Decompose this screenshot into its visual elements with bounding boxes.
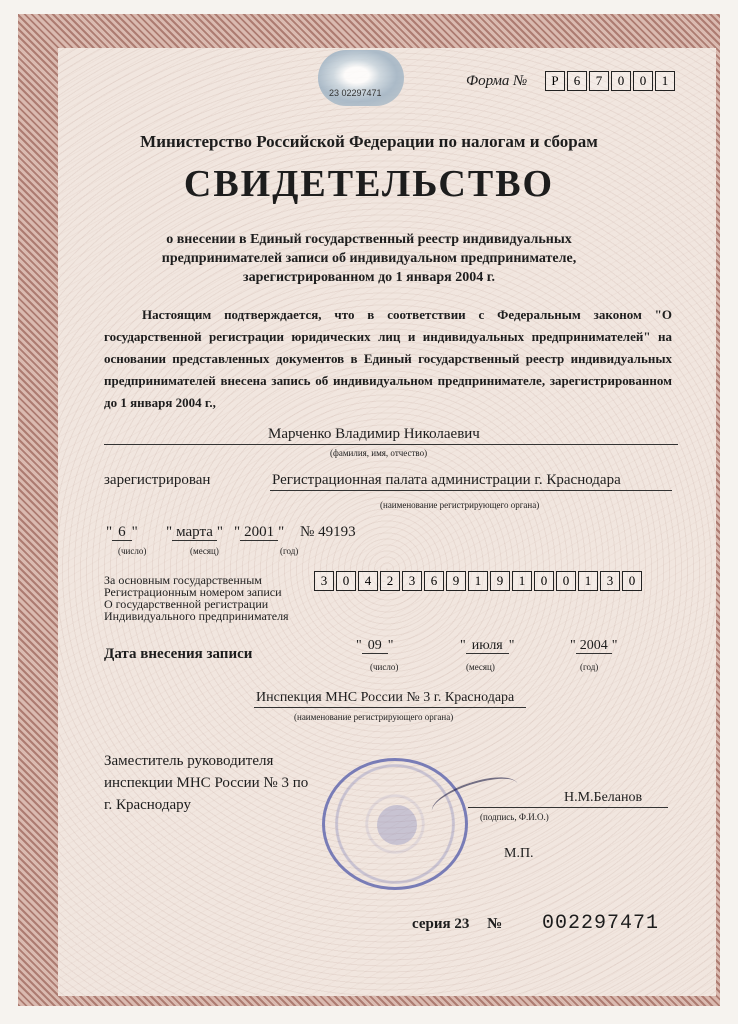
series-number: 002297471: [542, 912, 660, 935]
person-name: Марченко Владимир Николаевич: [268, 426, 480, 442]
entry-date-label: Дата внесения записи: [104, 646, 253, 662]
subtitle-line: о внесении в Единый государственный реестр индивидуальных: [166, 232, 572, 247]
person-caption: (фамилия, имя, отчество): [330, 448, 428, 458]
form-label: Форма №: [466, 73, 528, 89]
name-underline: [104, 444, 678, 445]
entry-year: 2004: [576, 638, 612, 654]
subtitle-line: зарегистрированном до 1 января 2004 г.: [243, 270, 495, 285]
form-code-char: 7: [589, 71, 609, 91]
reg-year-caption: (год): [280, 546, 299, 556]
signatory-name: Н.М.Беланов: [564, 790, 643, 805]
signature-caption: (подпись, Ф.И.О.): [480, 812, 549, 822]
series-label: серия: [412, 916, 451, 932]
ogrnip-digit: 0: [622, 571, 642, 591]
registration-authority: Регистрационная палата администрации г. Краснодара: [272, 472, 621, 488]
reg-number: 49193: [318, 524, 356, 540]
certificate-page: 23 02297471 Форма № Р 6 7 0 0 1 Министерство Российской Федерации по налогам и сборам СВИДЕТЕЛЬСТВО о внесении в Единый государственный реестр индивидуальных предпринимателей записи об индивидуальном предпринимателе, зарегистрированном до 1 января 2004 г. Настоящим подтверждается, что в соответствии с Федеральным законом "О государственной регистрации юридических лиц и индивидуальных предпринимателей" на основании представленных документов в Единый государственный реестр индивидуальных предпринимателей внесена запись об индивидуальном предпринимателе, зарегистрированном до 1 января 2004 г., Марченко Владимир Николаевич (фамилия, имя, отчество) зарегистрирован Регистрационная палата администрации г. Краснодара (наименование регистрирующего органа) " 6 " " марта " " 2001 " № 49193 (число) (месяц) (год) За основным государственным Регистрационным номером записи О государственной регистрации Индивидуального предпринимателя 3 0 4 2 3 6 9 1 9 1 0 0 1 3 0 Дата внесения записи " 09 " " июля " " 2004 " (число) (месяц) (год) Инспекция МНС России № 3 г. Краснодара (наименование регистрирующего органа) Заместитель руководителя инспекции МНС России № 3 по г. Краснодару Н.М.Беланов (подпись, Ф.И.О.) М.П. серия 23 № 002297471: [0, 0, 738, 1024]
entry-month-caption: (месяц): [466, 662, 495, 672]
form-code-char: Р: [545, 71, 565, 91]
signature-underline: [468, 807, 668, 808]
ogrnip-digit: 2: [380, 571, 400, 591]
ogrnip-digit: 3: [314, 571, 334, 591]
entry-month: июля: [466, 638, 509, 654]
reg-day: 6: [112, 524, 132, 541]
reg-day-caption: (число): [118, 546, 147, 556]
form-code-boxes: [545, 71, 677, 91]
ogrnip-digit: 0: [534, 571, 554, 591]
hologram-number: 23 02297471: [329, 88, 382, 98]
ogrnip-label: [104, 574, 289, 622]
form-code-char: 0: [633, 71, 653, 91]
series-block: [412, 916, 502, 933]
registered-label: зарегистрирован: [104, 472, 211, 488]
signatory-position-line: г. Краснодару: [104, 797, 191, 813]
body-text: Настоящим подтверждается, что в соответствии с Федеральным законом "О государственной регистрации юридических лиц и индивидуальных предпринимателей" на основании представленных документов в Единый государственный реестр индивидуальных предпринимателей внесена запись об индивидуальном предпринимателе, зарегистрированном до 1 января 2004 г.,: [104, 307, 672, 410]
emblem-icon: [377, 805, 417, 845]
reg-number-label: №: [300, 524, 315, 540]
inspection-name: Инспекция МНС России № 3 г. Краснодара: [256, 690, 515, 705]
series-number-label: №: [487, 916, 503, 932]
ministry-name: Министерство Российской Федерации по налогам и сборам: [140, 132, 598, 151]
inspection-caption: (наименование регистрирующего органа): [294, 712, 454, 722]
signatory-position: [104, 750, 308, 816]
ogrnip-digit: 6: [424, 571, 444, 591]
reg-month: марта: [172, 524, 217, 541]
ogrnip-label-line: Регистрационным номером записи: [104, 585, 282, 599]
authority-caption: (наименование регистрирующего органа): [380, 500, 540, 510]
subtitle-line: предпринимателей записи об индивидуальном предпринимателе,: [161, 251, 577, 266]
ogrnip-digit: 3: [402, 571, 422, 591]
form-code-char: 0: [611, 71, 631, 91]
series-value: 23: [454, 916, 470, 932]
document-title: СВИДЕТЕЛЬСТВО: [183, 163, 555, 205]
ogrnip-digit: 1: [468, 571, 488, 591]
entry-day-caption: (число): [370, 662, 399, 672]
entry-day: 09: [362, 638, 388, 654]
form-code-char: 1: [655, 71, 675, 91]
reg-month-caption: (месяц): [190, 546, 219, 556]
ogrnip-label-line: О государственной регистрации: [104, 597, 269, 611]
reg-year: 2001: [240, 524, 278, 541]
entry-year-caption: (год): [580, 662, 599, 672]
form-code-char: 6: [567, 71, 587, 91]
ogrnip-digit: 9: [446, 571, 466, 591]
ogrnip-boxes: [314, 571, 644, 591]
ogrnip-label-line: Индивидуального предпринимателя: [104, 609, 289, 623]
signatory-position-line: Заместитель руководителя: [104, 753, 274, 769]
ogrnip-digit: 4: [358, 571, 378, 591]
authority-underline: [270, 490, 672, 491]
ogrnip-label-line: За основным государственным: [104, 573, 262, 587]
inspection-underline: [254, 707, 526, 708]
ogrnip-digit: 0: [336, 571, 356, 591]
signatory-position-line: инспекции МНС России № 3 по: [104, 775, 309, 791]
ogrnip-digit: 3: [600, 571, 620, 591]
ogrnip-digit: 1: [512, 571, 532, 591]
mp-label: М.П.: [504, 846, 534, 861]
ogrnip-digit: 1: [578, 571, 598, 591]
ogrnip-digit: 0: [556, 571, 576, 591]
ogrnip-digit: 9: [490, 571, 510, 591]
